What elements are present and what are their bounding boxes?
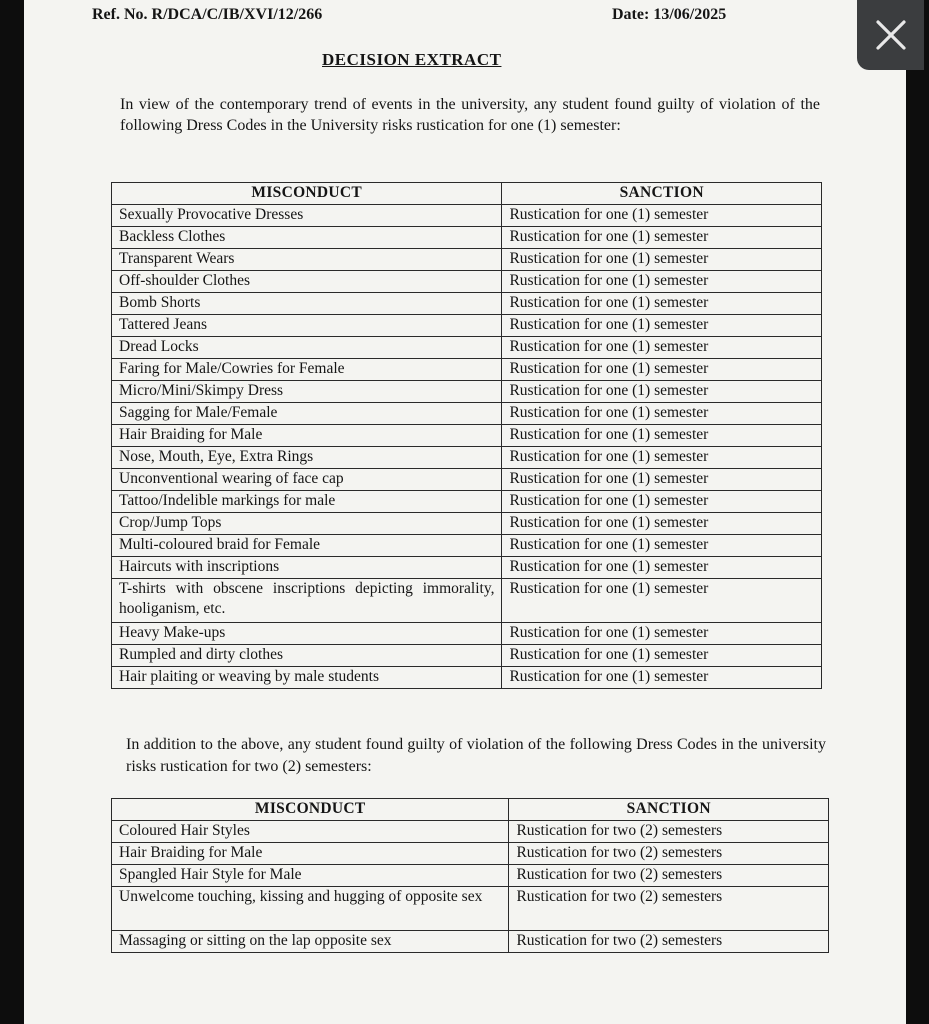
sanction-cell: Rustication for one (1) semester [502,271,822,293]
sanction-cell: Rustication for two (2) semesters [509,931,829,953]
misconduct-cell: Unconventional wearing of face cap [112,469,502,491]
second-paragraph: In addition to the above, any student found guilty of violation of the following Dress Codes in the university risks rustication for two (2) semesters: [126,736,826,775]
sanction-cell: Rustication for one (1) semester [502,337,822,359]
sanction-cell: Rustication for one (1) semester [502,645,822,667]
table-row [112,821,829,843]
sanction-cell: Rustication for one (1) semester [502,513,822,535]
misconduct-cell: Multi-coloured braid for Female [112,535,502,557]
sanction-cell: Rustication for one (1) semester [502,293,822,315]
sanction-cell: Rustication for one (1) semester [502,249,822,271]
misconduct-header: MISCONDUCT [112,799,509,821]
misconduct-cell: Heavy Make-ups [112,623,502,645]
misconduct-cell: Faring for Male/Cowries for Female [112,359,502,381]
sanction-cell: Rustication for one (1) semester [502,469,822,491]
misconduct-cell: Rumpled and dirty clothes [112,645,502,667]
sanction-cell: Rustication for one (1) semester [502,205,822,227]
sanction-cell: Rustication for one (1) semester [502,557,822,579]
close-icon [874,18,908,52]
table-row [112,425,822,447]
table-row [112,315,822,337]
sanction-cell: Rustication for one (1) semester [502,491,822,513]
table-row [112,513,822,535]
sanction-header: SANCTION [509,799,829,821]
misconduct-cell: Backless Clothes [112,227,502,249]
misconduct-cell: Haircuts with inscriptions [112,557,502,579]
sanction-cell: Rustication for two (2) semesters [509,821,829,843]
table-row [112,491,822,513]
table-header-row [112,799,829,821]
sanction-cell: Rustication for one (1) semester [502,667,822,689]
two-semester-table [111,798,829,953]
sanction-cell: Rustication for two (2) semesters [509,843,829,865]
one-semester-table-body [112,205,822,689]
misconduct-cell: Micro/Mini/Skimpy Dress [112,381,502,403]
table-row [112,579,822,623]
one-semester-table [111,182,822,689]
table-row [112,557,822,579]
document-date: Date: 13/06/2025 [612,6,727,23]
table-row [112,447,822,469]
misconduct-cell: Tattoo/Indelible markings for male [112,491,502,513]
sanction-cell: Rustication for one (1) semester [502,315,822,337]
misconduct-cell: Tattered Jeans [112,315,502,337]
document-page [24,0,906,1024]
table-row [112,227,822,249]
misconduct-header: MISCONDUCT [112,183,502,205]
misconduct-cell: Bomb Shorts [112,293,502,315]
table-header-row [112,183,822,205]
misconduct-cell: Sagging for Male/Female [112,403,502,425]
sanction-cell: Rustication for one (1) semester [502,623,822,645]
table-row [112,667,822,689]
sanction-cell: Rustication for one (1) semester [502,381,822,403]
misconduct-cell: Hair Braiding for Male [112,843,509,865]
table-row [112,293,822,315]
misconduct-cell: Dread Locks [112,337,502,359]
table-row [112,205,822,227]
sanction-cell: Rustication for one (1) semester [502,227,822,249]
table-row [112,887,829,931]
table-row [112,337,822,359]
two-semester-table-body [112,821,829,953]
table-row [112,843,829,865]
intro-paragraph: In view of the contemporary trend of events in the university, any student found guilty of violation of the following Dress Codes in the University risks rustication for one (1) semester: [120,96,820,134]
table-row [112,469,822,491]
document-heading: DECISION EXTRACT [322,50,502,69]
misconduct-cell: Hair plaiting or weaving by male students [112,667,502,689]
table-row [112,403,822,425]
sanction-cell: Rustication for two (2) semesters [509,887,829,931]
misconduct-cell: Crop/Jump Tops [112,513,502,535]
sanction-cell: Rustication for one (1) semester [502,425,822,447]
table-row [112,645,822,667]
misconduct-cell: Transparent Wears [112,249,502,271]
table-row [112,931,829,953]
close-button[interactable] [857,0,924,70]
table-row [112,623,822,645]
sanction-cell: Rustication for one (1) semester [502,403,822,425]
sanction-header: SANCTION [502,183,822,205]
misconduct-cell: Massaging or sitting on the lap opposite sex [112,931,509,953]
misconduct-cell: T-shirts with obscene inscriptions depicting immorality, hooliganism, etc. [112,579,502,623]
sanction-cell: Rustication for one (1) semester [502,579,822,623]
sanction-cell: Rustication for two (2) semesters [509,865,829,887]
misconduct-cell: Nose, Mouth, Eye, Extra Rings [112,447,502,469]
misconduct-cell: Hair Braiding for Male [112,425,502,447]
table-row [112,359,822,381]
sanction-cell: Rustication for one (1) semester [502,535,822,557]
sanction-cell: Rustication for one (1) semester [502,447,822,469]
misconduct-cell: Sexually Provocative Dresses [112,205,502,227]
misconduct-cell: Off-shoulder Clothes [112,271,502,293]
table-row [112,271,822,293]
table-row [112,381,822,403]
table-row [112,535,822,557]
table-row [112,865,829,887]
misconduct-cell: Spangled Hair Style for Male [112,865,509,887]
misconduct-cell: Coloured Hair Styles [112,821,509,843]
table-row [112,249,822,271]
misconduct-cell: Unwelcome touching, kissing and hugging of opposite sex [112,887,509,931]
reference-number: Ref. No. R/DCA/C/IB/XVI/12/266 [92,6,323,23]
sanction-cell: Rustication for one (1) semester [502,359,822,381]
